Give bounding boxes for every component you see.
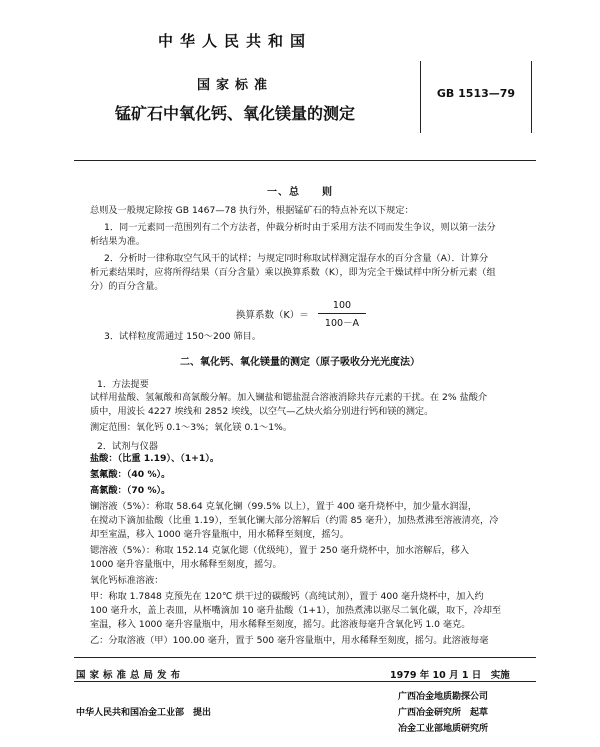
footer-divider-2: [74, 681, 536, 682]
reagent-hclo4: 高氯酸：（70 %）。: [90, 485, 171, 496]
lanthanum-line2: 在搅动下滴加盐酸（比重 1.19），至氧化镧大部分溶解后（约需 85 毫升），加热煮沸至溶液清亮，冷: [90, 515, 499, 526]
strontium-line2: 1000 毫升容量瓶中，用水稀释至刻度，摇匀。: [90, 559, 282, 570]
method-summary-heading: 1．方法提要: [97, 379, 149, 390]
cao-a-line3: 室温，移入 1000 毫升容量瓶中，用水稀释至刻度，摇匀。此溶液每毫升含氧化钙 1.0 毫克。: [90, 619, 471, 630]
proposer: 中华人民共和国冶金工业部 提出: [76, 708, 212, 718]
drafter-3: 冶金工业部地质研究所: [398, 724, 489, 734]
rule2-line3: 分）的百分含量。: [90, 281, 164, 292]
cao-b-line1: 乙：分取溶液（甲）100.00 毫升，置于 500 毫升容量瓶中，用水稀释至刻度，摇匀。此溶液每毫: [90, 635, 489, 646]
reagent-hcl: 盐酸：（比重 1.19）、（1+1）。: [90, 453, 220, 464]
rule2-line2: 析元素结果时，应将所得结果（百分含量）乘以换算系数（K），即为完全干燥试样中所分析元素（组: [90, 267, 496, 278]
cao-a-line1: 甲：称取 1.7848 克预先在 120℃ 烘干过的碳酸钙（高纯试剂），置于 400 毫升烧杯中，加入约: [90, 591, 484, 602]
formula-fraction-line: [318, 313, 366, 314]
footer-divider: [74, 657, 536, 658]
section2-heading: 二、氧化钙、氧化镁量的测定（原子吸收分光光度法）: [180, 357, 420, 368]
lanthanum-line3: 却至室温，移入 1000 毫升容量瓶中，用水稀释至刻度，摇匀。: [90, 529, 349, 540]
country-name: 中华人民共和国: [157, 32, 312, 50]
cao-a-line2: 100 毫升水，盖上表皿，从杯嘴滴加 10 毫升盐酸（1+1），加热煮沸以驱尽二氧化碳，取下，冷却至: [90, 605, 502, 616]
method-line1: 试样用盐酸、氢氟酸和高氯酸分解。加入镧盐和锶盐混合溶液消除共存元素的干扰。在 2% 盐酸介: [90, 392, 488, 403]
cao-standard-title: 氧化钙标准溶液：: [90, 575, 164, 586]
rule1-line1: 1．同一元素同一范围列有二个方法者，仲裁分析时由于采用方法不同而发生争议，则以第一法分: [104, 222, 496, 233]
formula-label: 换算系数（K）＝: [236, 310, 309, 321]
section1-heading: 一、总 则: [267, 187, 333, 198]
lanthanum-line1: 镧溶液（5%）：称取 58.64 克氧化镧（99.5% 以上），置于 400 毫升烧杯中，加少量水润湿，: [90, 501, 478, 512]
formula-denominator: 100－A: [324, 318, 360, 329]
standard-code-box: [420, 61, 532, 133]
effective-date: 1979 年 10 月 1 日 实施: [390, 670, 510, 681]
document-title: 锰矿石中氧化钙、氧化镁量的测定: [114, 104, 355, 123]
method-line2: 质中，用波长 4227 埃线和 2852 埃线，以空气—乙炔火焰分别进行钙和镁的测定。: [90, 406, 434, 417]
header-divider: [74, 160, 536, 161]
general-intro: 总则及一般规定除按 GB 1467—78 执行外，根据锰矿石的特点补充以下规定：: [90, 205, 414, 216]
formula-numerator: 100: [332, 300, 352, 311]
rule2-line1: 2．分析时一律称取空气风干的试样；与规定同时称取试样测定湿存水的百分含量（A）．计算分: [104, 253, 489, 264]
reagent-hf: 氢氟酸：（40 %）。: [90, 469, 171, 480]
standard-code: GB 1513—79: [436, 87, 516, 100]
rule3: 3．试样粒度需通过 150～200 筛目。: [104, 331, 262, 342]
drafter-1: 广西冶金地质勘探公司: [398, 692, 489, 702]
standard-label: 国家标准: [196, 78, 273, 93]
drafter-2: 广西冶金研究所 起草: [398, 708, 489, 718]
strontium-line1: 锶溶液（5%）：称取 152.14 克氯化锶（优级纯），置于 250 毫升烧杯中，加水溶解后，移入: [90, 545, 470, 556]
rule1-line2: 析结果为准。: [90, 236, 146, 247]
issuer: 国家标准总局发布: [76, 670, 185, 681]
reagents-heading: 2．试剂与仪器: [97, 441, 158, 452]
method-range: 测定范围：氧化钙 0.1～3%；氧化镁 0.1～1%。: [90, 422, 293, 433]
